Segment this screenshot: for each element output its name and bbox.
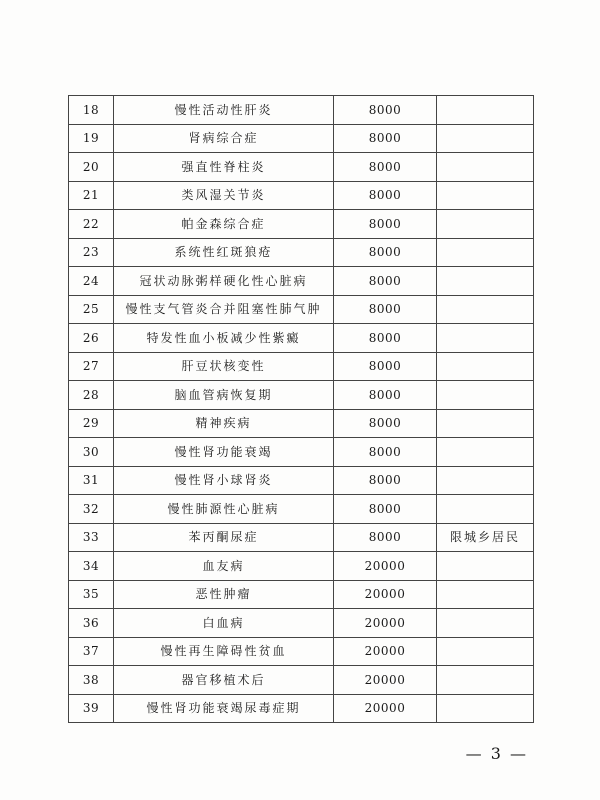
remark [437,238,534,267]
disease-name: 类风湿关节炎 [114,181,334,210]
row-number: 38 [69,666,114,695]
row-number: 22 [69,210,114,239]
remark [437,381,534,410]
table-body [69,96,534,723]
table-row [69,466,534,495]
disease-name: 白血病 [114,609,334,638]
row-number: 21 [69,181,114,210]
limit-amount: 8000 [334,267,437,296]
table-row [69,381,534,410]
table-row [69,552,534,581]
limit-amount: 20000 [334,609,437,638]
disease-name: 慢性肾功能衰竭 [114,438,334,467]
remark [437,96,534,125]
remark [437,552,534,581]
table-row [69,637,534,666]
row-number: 19 [69,124,114,153]
disease-name: 苯丙酮尿症 [114,523,334,552]
disease-name: 慢性再生障碍性贫血 [114,637,334,666]
row-number: 35 [69,580,114,609]
remark [437,637,534,666]
limit-amount: 8000 [334,466,437,495]
row-number: 37 [69,637,114,666]
remark [437,324,534,353]
limit-amount: 8000 [334,324,437,353]
page-number: — 3 — [465,744,528,763]
disease-name: 肾病综合症 [114,124,334,153]
table-row [69,523,534,552]
limit-amount: 20000 [334,637,437,666]
disease-name: 肝豆状核变性 [114,352,334,381]
limit-amount: 20000 [334,694,437,723]
disease-table [68,95,534,723]
row-number: 18 [69,96,114,125]
table-row [69,124,534,153]
disease-name: 帕金森综合症 [114,210,334,239]
table-row [69,409,534,438]
row-number: 30 [69,438,114,467]
table-row [69,609,534,638]
row-number: 33 [69,523,114,552]
remark [437,153,534,182]
remark [437,495,534,524]
limit-amount: 8000 [334,181,437,210]
limit-amount: 8000 [334,352,437,381]
limit-amount: 8000 [334,96,437,125]
remark [437,295,534,324]
limit-amount: 8000 [334,210,437,239]
remark [437,466,534,495]
limit-amount: 8000 [334,409,437,438]
disease-name: 冠状动脉粥样硬化性心脏病 [114,267,334,296]
table-row [69,181,534,210]
disease-name: 脑血管病恢复期 [114,381,334,410]
table-row [69,210,534,239]
row-number: 31 [69,466,114,495]
row-number: 39 [69,694,114,723]
remark [437,181,534,210]
limit-amount: 8000 [334,523,437,552]
table-row [69,96,534,125]
row-number: 32 [69,495,114,524]
disease-name: 血友病 [114,552,334,581]
remark [437,210,534,239]
remark [437,438,534,467]
remark [437,580,534,609]
limit-amount: 8000 [334,153,437,182]
row-number: 24 [69,267,114,296]
limit-amount: 8000 [334,295,437,324]
disease-name: 慢性活动性肝炎 [114,96,334,125]
table-row [69,295,534,324]
table-row [69,495,534,524]
remark [437,666,534,695]
disease-name: 恶性肿瘤 [114,580,334,609]
row-number: 28 [69,381,114,410]
disease-name: 特发性血小板减少性紫癜 [114,324,334,353]
row-number: 23 [69,238,114,267]
disease-name: 慢性肾功能衰竭尿毒症期 [114,694,334,723]
remark [437,267,534,296]
remark: 限城乡居民 [437,523,534,552]
disease-name: 慢性肺源性心脏病 [114,495,334,524]
disease-name: 强直性脊柱炎 [114,153,334,182]
remark [437,124,534,153]
remark [437,609,534,638]
limit-amount: 20000 [334,552,437,581]
table-row [69,153,534,182]
disease-name: 慢性肾小球肾炎 [114,466,334,495]
remark [437,409,534,438]
row-number: 29 [69,409,114,438]
disease-name: 器官移植术后 [114,666,334,695]
limit-amount: 8000 [334,495,437,524]
row-number: 27 [69,352,114,381]
remark [437,694,534,723]
row-number: 26 [69,324,114,353]
table-row [69,580,534,609]
limit-amount: 20000 [334,580,437,609]
limit-amount: 8000 [334,238,437,267]
table-row [69,324,534,353]
limit-amount: 8000 [334,381,437,410]
row-number: 25 [69,295,114,324]
table-row [69,267,534,296]
row-number: 36 [69,609,114,638]
table-row [69,666,534,695]
limit-amount: 8000 [334,438,437,467]
row-number: 34 [69,552,114,581]
table-row [69,352,534,381]
disease-name: 慢性支气管炎合并阻塞性肺气肿 [114,295,334,324]
table-row [69,694,534,723]
disease-name: 精神疾病 [114,409,334,438]
disease-name: 系统性红斑狼疮 [114,238,334,267]
table-row [69,238,534,267]
row-number: 20 [69,153,114,182]
limit-amount: 20000 [334,666,437,695]
limit-amount: 8000 [334,124,437,153]
table-row [69,438,534,467]
remark [437,352,534,381]
